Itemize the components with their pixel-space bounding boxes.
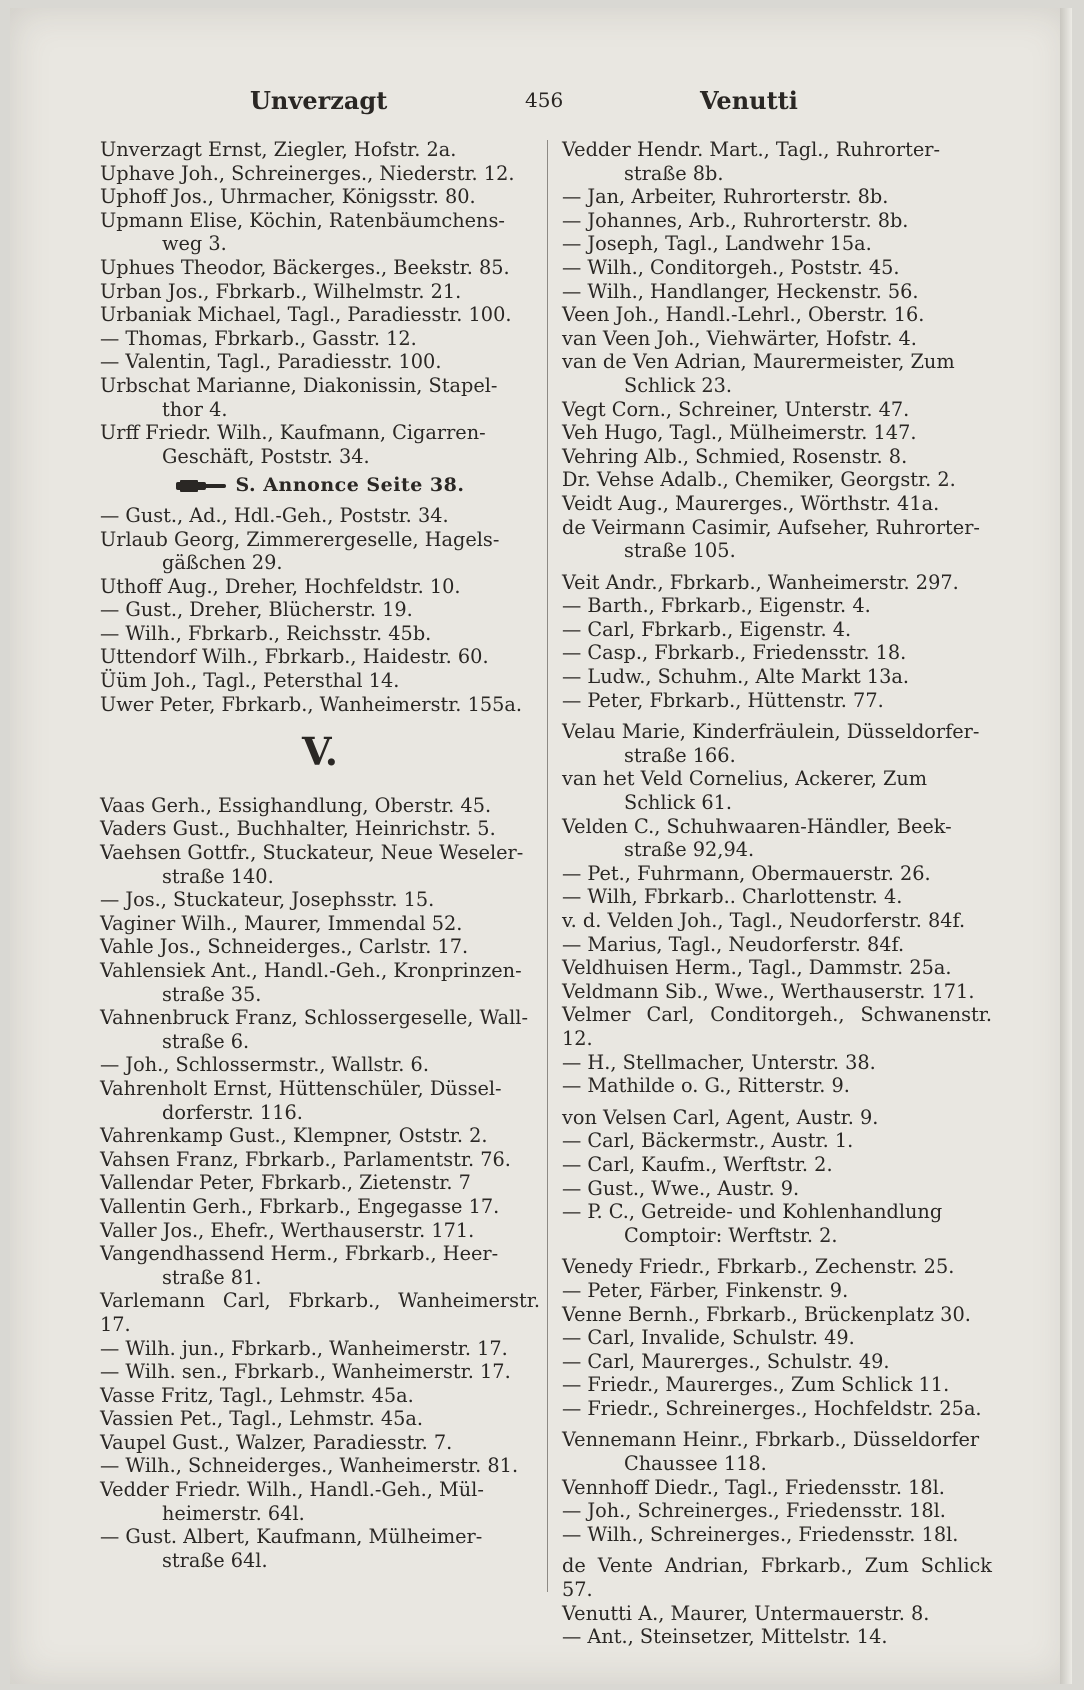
entry-text: Valler Jos., Ehefr., Werthauserstr. 171.	[100, 1218, 475, 1242]
entry-text: — Valentin, Tagl., Paradiesstr. 100.	[100, 350, 442, 374]
directory-entry	[100, 1171, 540, 1195]
directory-entry	[100, 841, 540, 888]
directory-entry	[562, 618, 992, 642]
entry-continuation: Comptoir: Werftstr. 2.	[624, 1223, 838, 1247]
entry-text: — Pet., Fuhrmann, Obermauerstr. 26.	[562, 861, 931, 885]
entry-continuation: straße 105.	[624, 539, 736, 563]
directory-entry	[562, 767, 992, 814]
directory-entry	[562, 1051, 992, 1075]
entry-list	[100, 794, 540, 1573]
entry-text: Urlaub Georg, Zimmerergeselle, Hagels-	[100, 527, 500, 551]
directory-entry	[100, 1148, 540, 1172]
entry-list	[562, 138, 992, 1649]
entry-text: — Joseph, Tagl., Landwehr 15a.	[562, 232, 872, 256]
directory-entry	[100, 350, 540, 374]
directory-entry	[100, 669, 540, 693]
directory-entry	[562, 1625, 992, 1649]
entry-text: Uttendorf Wilh., Fbrkarb., Haidestr. 60.	[100, 645, 489, 669]
directory-entry	[562, 1397, 992, 1421]
directory-entry	[562, 862, 992, 886]
entry-text: Veit Andr., Fbrkarb., Wanheimerstr. 297.	[562, 570, 959, 594]
entry-text: — Carl, Maurerges., Schulstr. 49.	[562, 1349, 890, 1373]
entry-text: Urbschat Marianne, Diakonissin, Stapel-	[100, 373, 498, 397]
directory-entry	[100, 303, 540, 327]
entry-text: — Wilh. jun., Fbrkarb., Wanheimerstr. 17.	[100, 1336, 508, 1360]
directory-entry	[562, 232, 992, 256]
directory-entry	[562, 594, 992, 618]
entry-text: Vaas Gerh., Essighandlung, Oberstr. 45.	[100, 793, 492, 817]
directory-entry	[100, 1454, 540, 1478]
directory-entry	[562, 1523, 992, 1547]
directory-entry	[562, 492, 992, 516]
entry-text: Vegt Corn., Schreiner, Unterstr. 47.	[562, 397, 910, 421]
entry-text: — Ant., Steinsetzer, Mittelstr. 14.	[562, 1625, 888, 1649]
entry-text: Vahnenbruck Franz, Schlossergeselle, Wall-	[100, 1006, 528, 1030]
directory-entry	[100, 1124, 540, 1148]
entry-text: Veh Hugo, Tagl., Mülheimerstr. 147.	[562, 421, 917, 445]
entry-text: Uphues Theodor, Bäckerges., Beekstr. 85.	[100, 255, 510, 279]
entry-text: Vassien Pet., Tagl., Lehmstr. 45a.	[100, 1407, 424, 1431]
entry-text: — Gust. Albert, Kaufmann, Mülheimer-	[100, 1525, 483, 1549]
entry-continuation: straße 166.	[624, 743, 736, 767]
directory-entry	[562, 1499, 992, 1523]
directory-entry	[100, 1431, 540, 1455]
entry-text: Uphoff Jos., Uhrmacher, Königsstr. 80.	[100, 185, 476, 209]
entry-text: Vallendar Peter, Fbrkarb., Zietenstr. 7	[100, 1171, 471, 1195]
entry-text: — Joh., Schreinerges., Friedensstr. 18l.	[562, 1499, 946, 1523]
directory-entry	[100, 622, 540, 646]
entry-gap	[562, 1247, 992, 1255]
directory-entry	[100, 1525, 540, 1572]
entry-text: Venedy Friedr., Fbrkarb., Zechenstr. 25.	[562, 1255, 955, 1279]
entry-text: Urbaniak Michael, Tagl., Paradiesstr. 100.	[100, 303, 512, 327]
directory-entry	[562, 1200, 992, 1247]
entry-text: Vennemann Heinr., Fbrkarb., Düsseldorfer	[562, 1428, 980, 1452]
entry-text: v. d. Velden Joh., Tagl., Neudorferstr. 84f.	[562, 909, 966, 932]
entry-text: Urff Friedr. Wilh., Kaufmann, Cigarren-	[100, 421, 486, 445]
directory-entry	[562, 641, 992, 665]
entry-text: — P. C., Getreide- und Kohlenhandlung	[562, 1200, 943, 1224]
directory-entry	[100, 138, 540, 162]
directory-entry	[562, 1003, 992, 1050]
entry-text: Venutti A., Maurer, Untermauerstr. 8.	[562, 1601, 930, 1625]
entry-text: van de Ven Adrian, Maurermeister, Zum	[562, 350, 955, 374]
entry-text: — Wilh. sen., Fbrkarb., Wanheimerstr. 17.	[100, 1360, 511, 1384]
directory-entry	[562, 1326, 992, 1350]
directory-entry	[562, 327, 992, 351]
right-column	[562, 138, 992, 1649]
column-divider	[547, 140, 548, 1592]
entry-continuation: Schlick 61.	[624, 791, 733, 815]
directory-entry	[562, 571, 992, 595]
directory-entry	[100, 256, 540, 280]
directory-entry	[100, 794, 540, 818]
directory-entry	[562, 1602, 992, 1626]
entry-list	[100, 138, 540, 468]
left-column	[100, 138, 540, 1572]
directory-entry	[562, 280, 992, 304]
directory-entry	[562, 303, 992, 327]
directory-entry	[100, 1478, 540, 1525]
entry-text: Vasse Fritz, Tagl., Lehmstr. 45a.	[100, 1383, 414, 1407]
directory-entry	[100, 1407, 540, 1431]
directory-entry	[562, 1428, 992, 1475]
entry-text: de Veirmann Casimir, Aufseher, Ruhrorter-	[562, 515, 980, 539]
directory-entry	[562, 689, 992, 713]
directory-entry	[100, 1219, 540, 1243]
entry-text: — Friedr., Schreinerges., Hochfeldstr. 25a.	[562, 1396, 982, 1420]
directory-entry	[100, 817, 540, 841]
directory-entry	[562, 1153, 992, 1177]
entry-text: — Carl, Fbrkarb., Eigenstr. 4.	[562, 617, 852, 641]
directory-entry	[562, 350, 992, 397]
page-header	[70, 86, 1010, 116]
entry-gap	[562, 1420, 992, 1428]
entry-text: — Peter, Fbrkarb., Hüttenstr. 77.	[562, 688, 884, 712]
directory-entry	[100, 1242, 540, 1289]
directory-entry	[562, 1106, 992, 1130]
entry-text: — Peter, Färber, Finkenstr. 9.	[562, 1278, 849, 1302]
directory-entry	[100, 935, 540, 959]
entry-continuation: straße 6.	[162, 1029, 250, 1053]
entry-text: — Mathilde o. G., Ritterstr. 9.	[562, 1074, 850, 1098]
page-edge	[1060, 8, 1072, 1684]
directory-entry	[562, 720, 992, 767]
entry-continuation: heimerstr. 64l.	[162, 1501, 305, 1525]
directory-entry	[562, 1129, 992, 1153]
entry-text: — Ludw., Schuhm., Alte Markt 13a.	[562, 665, 910, 689]
entry-continuation: Schlick 23.	[624, 373, 733, 397]
directory-entry	[100, 528, 540, 575]
entry-continuation: gäßchen 29.	[162, 551, 283, 575]
directory-entry	[562, 885, 992, 909]
directory-entry	[562, 1255, 992, 1279]
directory-entry	[562, 1476, 992, 1500]
entry-text: Üüm Joh., Tagl., Petersthal 14.	[100, 669, 400, 693]
directory-page	[10, 8, 1072, 1684]
entry-text: Vallentin Gerh., Fbrkarb., Engegasse 17.	[100, 1194, 500, 1218]
directory-entry	[562, 1554, 992, 1601]
entry-gap	[562, 1098, 992, 1106]
directory-entry	[100, 162, 540, 186]
entry-text: van Veen Joh., Viehwärter, Hofstr. 4.	[562, 326, 917, 350]
entry-continuation: straße 140.	[162, 864, 274, 888]
directory-entry	[100, 912, 540, 936]
directory-entry	[562, 980, 992, 1004]
directory-entry	[100, 1195, 540, 1219]
directory-entry	[100, 504, 540, 528]
directory-entry	[100, 374, 540, 421]
directory-entry	[100, 280, 540, 304]
entry-continuation: straße 81.	[162, 1265, 262, 1289]
entry-text: Venne Bernh., Fbrkarb., Brückenplatz 30.	[562, 1302, 971, 1326]
entry-text: — Carl, Invalide, Schulstr. 49.	[562, 1326, 855, 1350]
entry-continuation: straße 64l.	[162, 1548, 268, 1572]
entry-text: — Gust., Ad., Hdl.-Geh., Poststr. 34.	[100, 503, 449, 527]
header-right-keyword: Venutti	[700, 86, 798, 115]
entry-text: Uthoff Aug., Dreher, Hochfeldstr. 10.	[100, 574, 461, 598]
entry-continuation: straße 8b.	[624, 161, 724, 185]
directory-entry	[562, 256, 992, 280]
entry-text: — Jan, Arbeiter, Ruhrorterstr. 8b.	[562, 185, 889, 209]
entry-text: — Wilh., Schneiderges., Wanheimerstr. 81.	[100, 1454, 519, 1478]
entry-continuation: Geschäft, Poststr. 34.	[162, 444, 370, 468]
directory-entry	[100, 645, 540, 669]
directory-entry	[100, 888, 540, 912]
entry-text: de Vente Andrian, Fbrkarb., Zum Schlick 57.	[562, 1554, 992, 1602]
entry-text: Veen Joh., Handl.-Lehrl., Oberstr. 16.	[562, 303, 925, 327]
entry-text: Veldhuisen Herm., Tagl., Dammstr. 25a.	[562, 956, 952, 980]
directory-entry	[562, 468, 992, 492]
entry-continuation: straße 92,94.	[624, 838, 755, 862]
entry-text: — Casp., Fbrkarb., Friedensstr. 18.	[562, 641, 907, 665]
directory-entry	[562, 445, 992, 469]
entry-text: Veidt Aug., Maurerges., Wörthstr. 41a.	[562, 491, 940, 515]
entry-continuation: weg 3.	[162, 232, 227, 256]
directory-entry	[100, 1077, 540, 1124]
entry-continuation: thor 4.	[162, 397, 228, 421]
directory-entry	[100, 598, 540, 622]
directory-entry	[562, 516, 992, 563]
entry-text: Vahsen Franz, Fbrkarb., Parlamentstr. 76.	[100, 1147, 511, 1171]
entry-text: — Wilh., Conditorgeh., Poststr. 45.	[562, 255, 900, 279]
directory-entry	[100, 421, 540, 468]
directory-entry	[100, 185, 540, 209]
entry-text: — Marius, Tagl., Neudorferstr. 84f.	[562, 932, 905, 956]
entry-text: — Wilh., Schreinerges., Friedensstr. 18l.	[562, 1522, 959, 1546]
entry-text: Velau Marie, Kinderfräulein, Düsseldorfer-	[562, 720, 980, 744]
page-number: 456	[525, 88, 564, 112]
directory-entry	[562, 815, 992, 862]
directory-entry	[100, 1006, 540, 1053]
entry-text: Veldmann Sib., Wwe., Werthauserstr. 171.	[562, 979, 975, 1003]
entry-text: — Thomas, Fbrkarb., Gasstr. 12.	[100, 326, 417, 350]
section-letter: V.	[301, 729, 339, 775]
entry-text: Vahrenkamp Gust., Klempner, Oststr. 2.	[100, 1124, 488, 1148]
entry-text: Velmer Carl, Conditorgeh., Schwanenstr. 12.	[562, 1003, 992, 1050]
directory-entry	[562, 933, 992, 957]
entry-text: Vedder Hendr. Mart., Tagl., Ruhrorter-	[562, 138, 940, 161]
pointing-hand-icon	[176, 479, 228, 493]
entry-text: — Johannes, Arb., Ruhrorterstr. 8b.	[562, 208, 909, 232]
entry-continuation: dorferstr. 116.	[162, 1100, 303, 1124]
entry-text: Vahlensiek Ant., Handl.-Geh., Kronprinzen-	[100, 959, 522, 982]
directory-entry	[562, 421, 992, 445]
annonce-text: S. Annonce Seite 38.	[235, 474, 465, 497]
entry-text: Unverzagt Ernst, Ziegler, Hofstr. 2a.	[100, 138, 457, 161]
entry-text: von Velsen Carl, Agent, Austr. 9.	[562, 1105, 879, 1129]
entry-text: Varlemann Carl, Fbrkarb., Wanheimerstr. 17.	[100, 1289, 540, 1336]
directory-entry	[100, 1384, 540, 1408]
directory-entry	[562, 1303, 992, 1327]
entry-text: — Joh., Schlossermstr., Wallstr. 6.	[100, 1053, 429, 1077]
directory-entry	[100, 1053, 540, 1077]
entry-text: — Wilh., Fbrkarb., Reichsstr. 45b.	[100, 621, 432, 645]
directory-entry	[562, 209, 992, 233]
directory-entry	[562, 185, 992, 209]
entry-text: Uphave Joh., Schreinerges., Niederstr. 12.	[100, 161, 515, 185]
directory-entry	[100, 693, 540, 717]
entry-text: Vehring Alb., Schmied, Rosenstr. 8.	[562, 444, 908, 468]
entry-text: — Wilh, Fbrkarb.. Charlottenstr. 4.	[562, 885, 903, 909]
directory-entry	[100, 575, 540, 599]
entry-text: Velden C., Schuhwaaren-Händler, Beek-	[562, 814, 952, 838]
directory-entry	[562, 398, 992, 422]
entry-text: — Jos., Stuckateur, Josephsstr. 15.	[100, 888, 435, 912]
directory-entry	[562, 138, 992, 185]
entry-text: Urban Jos., Fbrkarb., Wilhelmstr. 21.	[100, 279, 462, 303]
entry-text: Vaders Gust., Buchhalter, Heinrichstr. 5.	[100, 817, 496, 841]
entry-gap	[562, 563, 992, 571]
entry-text: — Wilh., Handlanger, Heckenstr. 56.	[562, 279, 919, 303]
entry-text: Vangendhassend Herm., Fbrkarb., Heer-	[100, 1242, 499, 1266]
entry-text: Vahle Jos., Schneiderges., Carlstr. 17.	[100, 935, 469, 959]
entry-text: Upmann Elise, Köchin, Ratenbäumchens-	[100, 208, 505, 232]
entry-text: Vedder Friedr. Wilh., Handl.-Geh., Mül-	[100, 1478, 484, 1502]
directory-entry	[562, 1074, 992, 1098]
entry-continuation: Chaussee 118.	[624, 1452, 767, 1476]
directory-entry	[562, 1279, 992, 1303]
annonce-note	[100, 474, 540, 498]
header-left-keyword: Unverzagt	[250, 86, 388, 115]
entry-text: — Carl, Kaufm., Werftstr. 2.	[562, 1152, 833, 1176]
entry-gap	[562, 1546, 992, 1554]
entry-list	[100, 504, 540, 716]
entry-text: Vahrenholt Ernst, Hüttenschüler, Düssel-	[100, 1076, 502, 1100]
directory-entry	[100, 959, 540, 1006]
directory-entry	[100, 1289, 540, 1336]
directory-entry	[562, 1177, 992, 1201]
directory-entry	[562, 1350, 992, 1374]
directory-entry	[100, 327, 540, 351]
entry-text: Vaupel Gust., Walzer, Paradiesstr. 7.	[100, 1430, 453, 1454]
entry-text: Dr. Vehse Adalb., Chemiker, Georgstr. 2.	[562, 468, 956, 492]
entry-continuation: straße 35.	[162, 982, 262, 1006]
entry-text: — Gust., Dreher, Blücherstr. 19.	[100, 598, 413, 622]
entry-text: — Gust., Wwe., Austr. 9.	[562, 1176, 800, 1200]
entry-text: Vennhoff Diedr., Tagl., Friedensstr. 18l.	[562, 1475, 945, 1499]
entry-text: Vaehsen Gottfr., Stuckateur, Neue Weseler-	[100, 841, 524, 865]
entry-text: Uwer Peter, Fbrkarb., Wanheimerstr. 155a.	[100, 692, 522, 716]
directory-entry	[562, 956, 992, 980]
entry-text: Vaginer Wilh., Maurer, Immendal 52.	[100, 911, 463, 935]
directory-entry	[100, 1360, 540, 1384]
entry-text: — H., Stellmacher, Unterstr. 38.	[562, 1050, 876, 1074]
directory-entry	[562, 1373, 992, 1397]
entry-gap	[562, 712, 992, 720]
directory-entry	[562, 665, 992, 689]
directory-entry	[100, 1337, 540, 1361]
entry-text: — Barth., Fbrkarb., Eigenstr. 4.	[562, 594, 871, 618]
directory-entry	[562, 909, 992, 933]
entry-text: — Carl, Bäckermstr., Austr. 1.	[562, 1129, 854, 1153]
directory-entry	[100, 209, 540, 256]
entry-text: van het Veld Cornelius, Ackerer, Zum	[562, 767, 928, 791]
entry-text: — Friedr., Maurerges., Zum Schlick 11.	[562, 1373, 950, 1397]
